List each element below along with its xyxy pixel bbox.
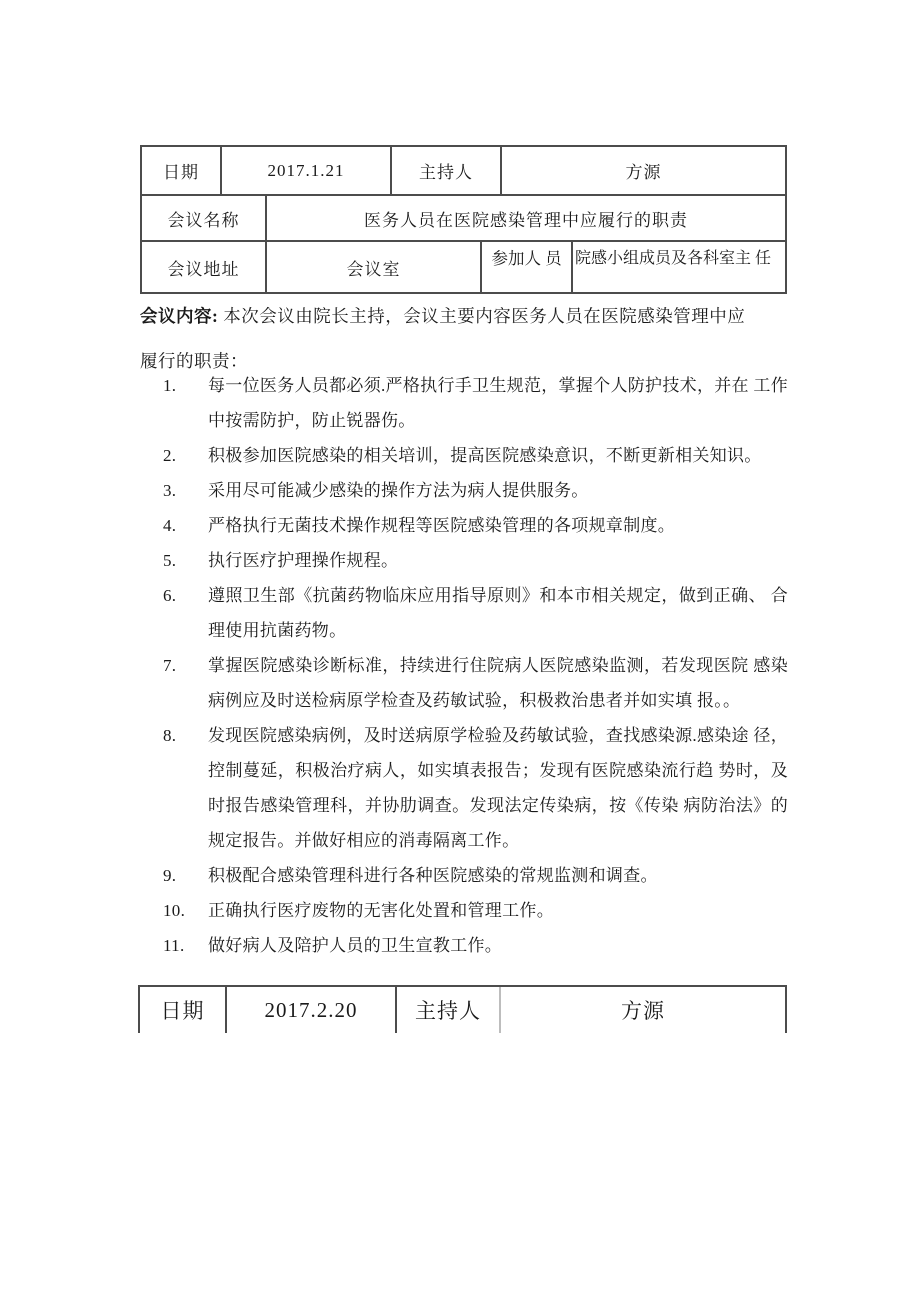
list-item bbox=[140, 648, 788, 718]
duties-list bbox=[140, 368, 788, 963]
host-value: 方源 bbox=[499, 987, 785, 1033]
participants-value: 院感小组成员及各科室主 任 bbox=[571, 242, 785, 292]
list-item-number: 10. bbox=[163, 901, 186, 920]
list-item-number: 8. bbox=[163, 726, 177, 745]
host-value: 方源 bbox=[500, 147, 785, 194]
next-meeting-table bbox=[138, 985, 787, 1033]
list-item bbox=[140, 368, 788, 438]
list-item bbox=[140, 543, 788, 578]
list-item bbox=[140, 438, 788, 473]
meeting-content-label: 会议内容: bbox=[140, 306, 219, 326]
meeting-name-label: 会议名称 bbox=[167, 210, 240, 230]
list-item-number: 11. bbox=[163, 936, 185, 955]
list-item-number: 6. bbox=[163, 586, 177, 605]
list-item bbox=[140, 718, 788, 858]
table-row bbox=[142, 147, 785, 194]
list-item-text: 发现医院感染病例，及时送病原学检验及药敏试验，查找感染源.感染途 径，控制蔓延，积极治疗病人，如实填表报告；发现有医院感染流行趋 势时，及时报告感染管理科，并协肋调查。发现法定传染病，按《传染 病防治法》的规定报告。并做好相应的消毒隔离工作。 bbox=[208, 726, 788, 850]
table-row bbox=[142, 194, 785, 240]
date-value: 2017.2.20 bbox=[225, 987, 395, 1033]
list-item-number: 9. bbox=[163, 866, 177, 885]
list-item bbox=[140, 578, 788, 648]
list-item-number: 7. bbox=[163, 656, 177, 675]
list-item-text: 积极参加医院感染的相关培训，提高医院感染意识，不断更新相关知识。 bbox=[208, 446, 762, 465]
meeting-address-label: 会议地址 bbox=[167, 259, 240, 279]
list-item-number: 1. bbox=[163, 376, 177, 395]
list-item bbox=[140, 893, 788, 928]
list-item-number: 3. bbox=[163, 481, 177, 500]
list-item bbox=[140, 473, 788, 508]
list-item-number: 4. bbox=[163, 516, 177, 535]
list-item-text: 掌握医院感染诊断标准，持续进行住院病人医院感染监测，若发现医院 感染病例应及时送检病原学检查及药敏试验，积极救治患者并如实填 报。。 bbox=[208, 656, 788, 710]
list-item-text: 遵照卫生部《抗菌药物临床应用指导原则》和本市相关规定，做到正确、 合理使用抗菌药物。 bbox=[208, 586, 788, 640]
date-label: 日期 bbox=[163, 163, 199, 182]
list-item-text: 正确执行医疗废物的无害化处置和管理工作。 bbox=[208, 901, 554, 920]
list-item bbox=[140, 858, 788, 893]
list-item-text: 积极配合感染管理科进行各种医院感染的常规监测和调查。 bbox=[208, 866, 658, 885]
intro-line-1 bbox=[140, 294, 800, 339]
participants-label: 参加人 员 bbox=[480, 242, 571, 292]
list-item-text: 严格执行无菌技术操作规程等医院感染管理的各项规章制度。 bbox=[208, 516, 676, 535]
meeting-address-value: 会议室 bbox=[265, 242, 480, 292]
list-item-text: 执行医疗护理操作规程。 bbox=[208, 551, 399, 570]
date-value: 2017.1.21 bbox=[220, 147, 390, 194]
date-label: 日期 bbox=[160, 999, 205, 1023]
meeting-name-value: 医务人员在医院感染管理中应履行的职责 bbox=[265, 196, 785, 240]
host-label: 主持人 bbox=[395, 987, 499, 1033]
list-item-number: 5. bbox=[163, 551, 177, 570]
list-item-text: 做好病人及陪护人员的卫生宣教工作。 bbox=[208, 936, 503, 955]
list-item bbox=[140, 928, 788, 963]
list-item-text: 采用尽可能减少感染的操作方法为病人提供服务。 bbox=[208, 481, 589, 500]
list-item-text: 每一位医务人员都必须.严格执行手卫生规范，掌握个人防护技术，并在 工作中按需防护，防止锐器伤。 bbox=[208, 376, 788, 430]
host-label: 主持人 bbox=[390, 147, 500, 194]
list-item-number: 2. bbox=[163, 446, 177, 465]
intro-line-1-text: 本次会议由院长主持，会议主要内容医务人员在医院感染管理中应 bbox=[218, 306, 746, 326]
table-row bbox=[142, 240, 785, 292]
intro-line-2: 履行的职责： bbox=[140, 351, 248, 371]
list-item bbox=[140, 508, 788, 543]
meeting-info-table bbox=[140, 145, 787, 294]
